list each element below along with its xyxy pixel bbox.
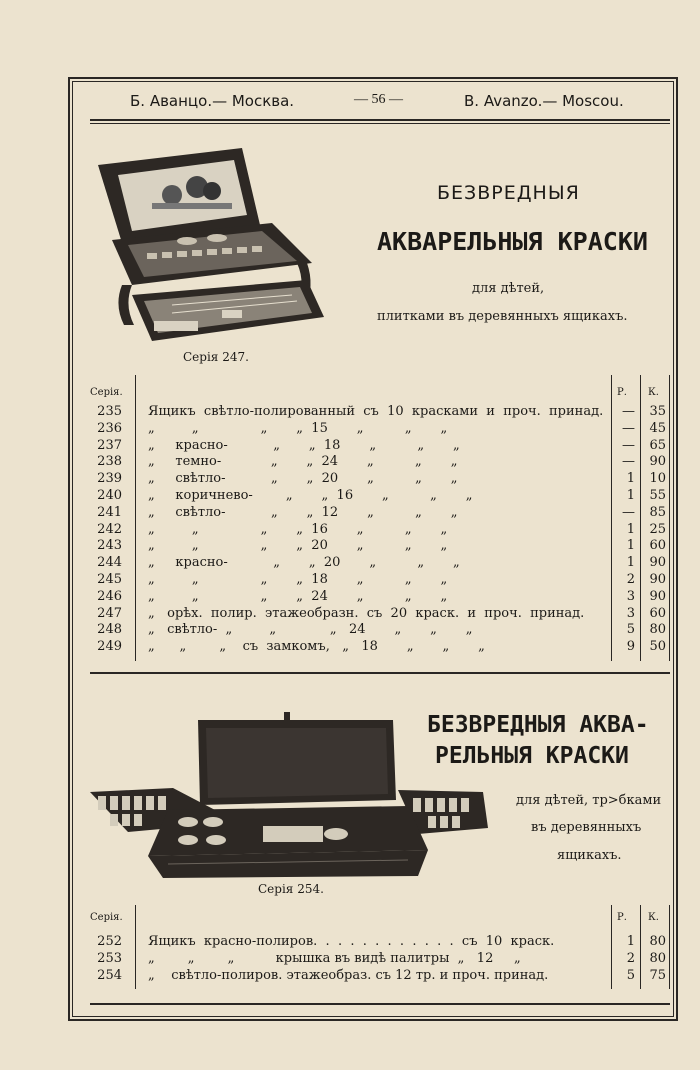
table2-header-k: К. xyxy=(648,912,659,923)
row-series: 247 xyxy=(97,605,122,621)
row-series: 238 xyxy=(97,454,122,470)
table-row xyxy=(80,934,680,951)
row-description: „ коричнево- „ „ 16 „ „ „ xyxy=(148,488,473,503)
row-description: „ „ „ крышка въ видѣ палитры „ 12 „ xyxy=(148,951,521,966)
row-price-k: 90 xyxy=(649,572,666,587)
row-price-k: 25 xyxy=(649,521,666,537)
section2-caption: Серія 254. xyxy=(258,882,324,896)
row-price-r: 3 xyxy=(626,605,635,621)
row-series: 249 xyxy=(97,639,122,655)
row-description: Ящикъ свѣтло-полированный съ 10 красками и проч. принад. xyxy=(148,404,604,419)
table-row xyxy=(80,404,680,421)
row-price-k: 10 xyxy=(649,471,666,487)
table-row xyxy=(80,438,680,455)
row-price-k: 50 xyxy=(649,639,666,655)
row-series: 239 xyxy=(97,471,122,487)
header-rule-top xyxy=(90,119,670,121)
section2-subtitle1: для дѣтей, тр>бками xyxy=(516,793,662,808)
section1-subtitle1: для дѣтей, xyxy=(472,281,545,296)
section2-subtitle3: ящикахъ. xyxy=(557,848,622,863)
table-row xyxy=(80,639,680,656)
header-left: Б. Аванцо.— Москва. xyxy=(130,92,295,110)
table-row xyxy=(80,555,680,572)
row-price-r: 2 xyxy=(626,951,635,966)
row-series: 244 xyxy=(97,555,122,571)
row-price-k: 60 xyxy=(649,538,666,554)
row-description: „ „ „ „ 16 „ „ „ xyxy=(148,521,448,537)
row-price-r: — xyxy=(622,404,635,419)
row-description: „ красно- „ „ 20 „ „ „ xyxy=(148,555,460,571)
page-number: — 56 — xyxy=(354,92,403,107)
table-row xyxy=(80,522,680,539)
row-description: „ „ „ „ 15 „ „ „ xyxy=(148,420,448,436)
row-series: 243 xyxy=(97,538,122,554)
section1-caption: Серія 247. xyxy=(183,350,249,364)
row-price-k: 85 xyxy=(649,504,666,520)
row-price-k: 80 xyxy=(649,622,666,638)
row-price-r: 1 xyxy=(626,538,635,554)
row-price-k: 45 xyxy=(649,420,666,436)
row-price-k: 60 xyxy=(649,605,666,621)
row-series: 245 xyxy=(97,572,122,587)
row-series: 241 xyxy=(97,504,122,520)
row-series: 254 xyxy=(97,968,122,983)
table-row xyxy=(80,421,680,438)
row-description: „ свѣтло- „ „ „ 24 „ „ „ xyxy=(148,622,473,638)
table1-header-k: К. xyxy=(648,387,659,398)
table-row xyxy=(80,471,680,488)
table-row xyxy=(80,606,680,623)
row-price-k: 55 xyxy=(649,488,666,503)
price-table-1 xyxy=(80,375,670,665)
row-description: „ „ „ „ 20 „ „ „ xyxy=(148,538,448,554)
row-price-r: 3 xyxy=(626,588,635,604)
section1-title-line1: БЕЗВРЕДНЫЯ xyxy=(437,182,580,204)
table2-header-series: Серія. xyxy=(90,912,123,923)
table-row xyxy=(80,951,680,968)
row-price-r: — xyxy=(622,454,635,470)
footer-rule xyxy=(90,1003,670,1005)
header-right: B. Avanzo.— Moscou. xyxy=(464,92,624,110)
row-price-r: 1 xyxy=(626,488,635,503)
row-description: „ темно- „ „ 24 „ „ „ xyxy=(148,454,458,470)
table2-header-r: Р. xyxy=(617,912,627,923)
row-price-r: 5 xyxy=(626,968,635,983)
row-price-k: 80 xyxy=(649,934,666,949)
row-price-k: 75 xyxy=(649,968,666,983)
row-series: 242 xyxy=(97,521,122,537)
table-row xyxy=(80,505,680,522)
row-price-r: 1 xyxy=(626,471,635,487)
section-divider xyxy=(90,672,670,674)
row-price-r: 1 xyxy=(626,934,635,949)
row-price-r: 1 xyxy=(626,521,635,537)
row-series: 252 xyxy=(97,934,122,949)
row-price-r: 2 xyxy=(626,572,635,587)
section2-subtitle2: въ деревянныхъ xyxy=(531,820,642,835)
row-description: „ свѣтло-полиров. этажеобраз. съ 12 тр. и проч. принад. xyxy=(148,968,549,983)
price-table-2 xyxy=(80,905,670,993)
section1-title-line2: АКВАРЕЛЬНЫЯ КРАСКИ xyxy=(377,227,648,256)
row-series: 248 xyxy=(97,622,122,638)
row-price-r: 9 xyxy=(626,639,635,655)
row-price-r: 5 xyxy=(626,622,635,638)
row-description: „ „ „ „ 24 „ „ „ xyxy=(148,588,448,604)
table-row xyxy=(80,968,680,985)
row-series: 253 xyxy=(97,951,122,966)
row-price-k: 90 xyxy=(649,555,666,571)
row-price-k: 80 xyxy=(649,951,666,966)
row-description: „ красно- „ „ 18 „ „ „ xyxy=(148,437,460,453)
row-price-k: 65 xyxy=(649,437,666,453)
row-price-k: 90 xyxy=(649,588,666,604)
row-price-r: — xyxy=(622,504,635,520)
table-row xyxy=(80,454,680,471)
table1-header-series: Серія. xyxy=(90,387,123,398)
row-price-r: 1 xyxy=(626,555,635,571)
row-series: 236 xyxy=(97,420,122,436)
header-rule-bottom xyxy=(90,123,670,124)
row-description: „ свѣтло- „ „ 12 „ „ „ xyxy=(148,504,458,520)
row-description: „ свѣтло- „ „ 20 „ „ „ xyxy=(148,471,458,487)
row-price-r: — xyxy=(622,420,635,436)
row-series: 235 xyxy=(97,404,122,419)
table-row xyxy=(80,589,680,606)
section2-title-line1: БЕЗВРЕДНЫЯ АКВА- xyxy=(427,712,649,738)
row-description: „ „ „ „ 18 „ „ „ xyxy=(148,572,448,587)
row-price-k: 35 xyxy=(649,404,666,419)
table-row xyxy=(80,488,680,505)
row-series: 240 xyxy=(97,488,122,503)
row-description: „ „ „ съ замкомъ, „ 18 „ „ „ xyxy=(148,639,485,655)
row-price-r: — xyxy=(622,437,635,453)
row-series: 237 xyxy=(97,437,122,453)
table-row xyxy=(80,572,680,589)
section1-subtitle2: плитками въ деревянныхъ ящикахъ. xyxy=(377,309,628,324)
row-description: Ящикъ красно-полиров. . . . . . . . . . . . съ 10 краск. xyxy=(148,934,555,949)
section2-title xyxy=(427,710,649,772)
row-price-k: 90 xyxy=(649,454,666,470)
paint-box-247-illustration xyxy=(92,145,334,347)
row-description: „ орѣх. полир. этажеобразн. съ 20 краск. и проч. принад. xyxy=(148,605,585,621)
table1-header-r: Р. xyxy=(617,387,627,398)
section2-title-line2: РЕЛЬНЫЯ КРАСКИ xyxy=(435,743,629,769)
row-series: 246 xyxy=(97,588,122,604)
table-row xyxy=(80,622,680,639)
table-row xyxy=(80,538,680,555)
